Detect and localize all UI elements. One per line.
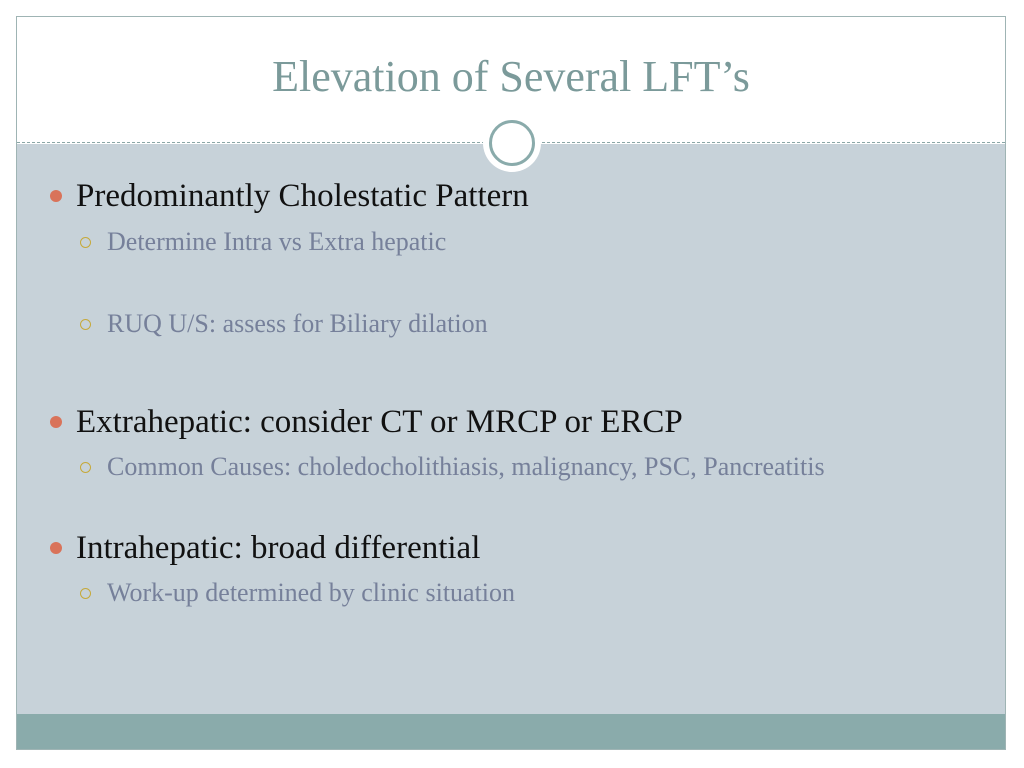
sub-bullet-1-1 <box>107 226 927 258</box>
sub-bullet-3-1 <box>107 577 927 609</box>
hollow-circle-bullet-icon <box>80 462 91 473</box>
sub-bullet-1-2 <box>107 308 927 340</box>
filled-circle-bullet-icon <box>50 416 62 428</box>
hollow-circle-bullet-icon <box>80 237 91 248</box>
sub-bullet-text: RUQ U/S: assess for Biliary dilation <box>107 309 488 338</box>
slide <box>16 16 1006 750</box>
bullet-text: Intrahepatic: broad differential <box>76 530 481 566</box>
sub-bullet-2-1 <box>107 451 927 483</box>
bullet-text: Predominantly Cholestatic Pattern <box>76 178 529 214</box>
filled-circle-bullet-icon <box>50 542 62 554</box>
bullet-item-3 <box>76 529 976 567</box>
sub-bullet-text: Common Causes: choledocholithiasis, malignancy, PSC, Pancreatitis <box>107 452 825 481</box>
sub-bullet-text: Determine Intra vs Extra hepatic <box>107 227 447 256</box>
bullet-item-1 <box>76 177 976 215</box>
sub-bullet-text: Work-up determined by clinic situation <box>107 578 516 607</box>
hollow-circle-bullet-icon <box>80 319 91 330</box>
ring-ornament-inner <box>489 120 535 166</box>
slide-title: Elevation of Several LFT’s <box>272 52 750 101</box>
hollow-circle-bullet-icon <box>80 588 91 599</box>
bullet-text: Extrahepatic: consider CT or MRCP or ERCP <box>76 404 683 440</box>
ring-ornament-icon <box>483 114 541 172</box>
footer-band <box>17 714 1005 749</box>
filled-circle-bullet-icon <box>50 190 62 202</box>
bullet-item-2 <box>76 403 976 441</box>
